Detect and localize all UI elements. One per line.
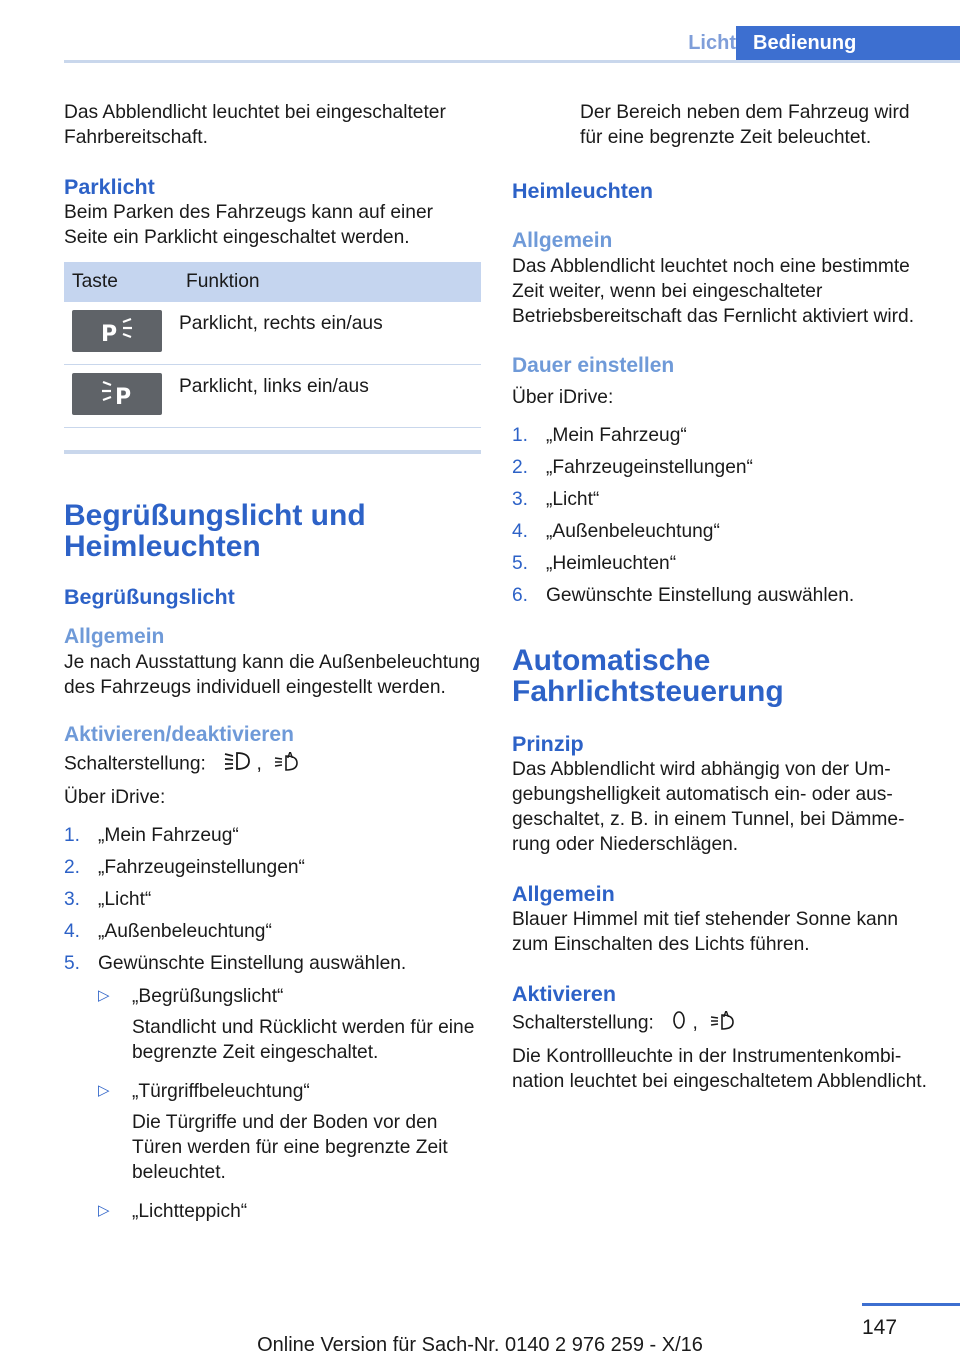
section-tab-licht: Licht (688, 32, 736, 54)
list-item: 6. Gewünschte Einstellung auswählen. (512, 585, 855, 606)
footer-rule (862, 1303, 960, 1306)
triangle-bullet-icon: ▷ (98, 1082, 110, 1099)
option-item: ▷ „Türgriffbeleuchtung“ Die Türgriffe und der Boden vor den Türen werden für eine begrenzte Zeit beleuchtet. (98, 1079, 481, 1185)
heading-begruessungslicht: Begrüßungslicht (64, 585, 235, 609)
left-steps-list (64, 823, 481, 1224)
heading-prinzip: Prinzip (512, 732, 584, 756)
list-item: 5. „Heimleuchten“ (512, 553, 677, 574)
low-beam-icon (223, 750, 251, 779)
heading-aktivieren-deaktivieren: Aktivieren/deaktivieren (64, 723, 294, 746)
option-item: ▷ „Begrüßungslicht“ Standlicht und Rücklicht werden für eine begrenzte Zeit eingeschaltet. (98, 984, 481, 1065)
automatik-allgemein-text: Blauer Himmel mit tief stehender Sonne kann zum Einschalten des Lichts führen. (512, 909, 899, 955)
heading-begruessung-heimleuchten: Begrüßungslicht und Heimleuchten (64, 499, 366, 563)
table-row (64, 302, 481, 365)
auto-light-icon (709, 1009, 737, 1038)
list-item: 5. Gewünschte Einstellung auswählen. ▷ „Begrüßungslicht“ Standlicht und Rücklicht werden für eine begrenzte Zeit eingeschaltet. ▷ „Türgriffbeleuchtung“ Die Türgriffe und der Boden vor den Türen werden für eine begrenzte Zeit beleuchtet. ▷ „Lichtteppich“ (64, 951, 481, 1224)
prinzip-text: Das Abblendlicht wird abhängig von der Umgebungshelligkeit automatisch ein- oder ausgeschaltet, z. B. in einem Tunnel, bei Dämmerung oder Niederschlägen. (512, 759, 905, 855)
heading-allgemein: Allgemein (64, 625, 165, 648)
svg-text:P: P (115, 385, 132, 409)
table-row (64, 365, 481, 428)
table-cell-function: Parklicht, links ein/aus (178, 365, 481, 428)
allgemein-text: Je nach Ausstattung kann die Außenbeleuchtung des Fahrzeugs individuell eingestellt werden. (64, 652, 481, 698)
light-off-icon (671, 1009, 687, 1038)
parking-light-left-icon (72, 373, 162, 415)
svg-text:A: A (723, 1010, 730, 1019)
heimleuchten-text: Das Abblendlicht leuchtet noch eine bestimmte Zeit weiter, wenn bei eingeschalteter Betriebsbereitschaft das Fernlicht aktiviert wird. (512, 256, 915, 327)
right-steps-list (512, 423, 932, 608)
switch-position-line: Schalterstellung: , A (64, 750, 481, 779)
left-column (64, 100, 481, 1238)
switch-position-line: Schalterstellung: , A (512, 1009, 932, 1038)
header-rule (64, 60, 960, 63)
table-header-function: Funktion (178, 262, 481, 302)
list-item: 1. „Mein Fahrzeug“ (64, 825, 239, 846)
triangle-bullet-icon: ▷ (98, 1202, 110, 1219)
list-item: 2. „Fahrzeugeinstellungen“ (512, 457, 753, 478)
triangle-bullet-icon: ▷ (98, 987, 110, 1004)
parking-light-table (64, 262, 481, 428)
heading-dauer-einstellen: Dauer einstellen (512, 354, 675, 377)
chapter-tab-bedienung: Bedienung (736, 26, 960, 62)
heading-allgemein: Allgemein (512, 229, 613, 252)
list-item: 4. „Außenbeleuchtung“ (64, 921, 272, 942)
auto-light-icon (273, 750, 301, 779)
options-list (98, 984, 481, 1224)
parking-light-right-icon (72, 310, 162, 352)
right-column (512, 100, 932, 1094)
heading-allgemein-automatik: Allgemein (512, 882, 615, 906)
switch-position-label: Schalterstellung: (512, 1012, 654, 1034)
list-item: 3. „Licht“ (512, 489, 600, 510)
parklicht-text: Beim Parken des Fahrzeugs kann auf einer Seite ein Parklicht eingeschaltet werden. (64, 202, 434, 248)
right-intro-paragraph: Der Bereich neben dem Fahrzeug wird für eine begrenzte Zeit beleuchtet. (580, 102, 910, 148)
svg-text:A: A (287, 751, 294, 760)
intro-paragraph: Das Abblendlicht leuchtet bei eingeschalteter Fahrbereitschaft. (64, 102, 446, 148)
switch-position-label: Schalterstellung: (64, 753, 206, 775)
idrive-label: Über iDrive: (512, 387, 614, 408)
table-header-key: Taste (64, 262, 178, 302)
heading-heimleuchten: Heimleuchten (512, 179, 653, 203)
heading-automatische-fahrlichtsteuerung: Automatische Fahrlichtsteuerung (512, 644, 784, 708)
page-number: 147 (862, 1316, 898, 1339)
option-item: ▷ „Lichtteppich“ (98, 1199, 481, 1224)
heading-aktivieren: Aktivieren (512, 982, 616, 1006)
list-item: 4. „Außenbeleuchtung“ (512, 521, 720, 542)
kontrollleuchte-text: Die Kontrollleuchte in der Instrumentenkombination leuchtet bei eingeschaltetem Abblendlicht. (512, 1046, 927, 1092)
table-cell-function: Parklicht, rechts ein/aus (178, 302, 481, 365)
footer-version: Online Version für Sach-Nr. 0140 2 976 259 - X/16 (257, 1334, 703, 1356)
heading-parklicht: Parklicht (64, 175, 155, 199)
list-item: 2. „Fahrzeugeinstellungen“ (64, 857, 305, 878)
idrive-label: Über iDrive: (64, 787, 166, 808)
list-item: 1. „Mein Fahrzeug“ (512, 425, 687, 446)
svg-text:P: P (101, 322, 118, 346)
list-item: 3. „Licht“ (64, 889, 152, 910)
